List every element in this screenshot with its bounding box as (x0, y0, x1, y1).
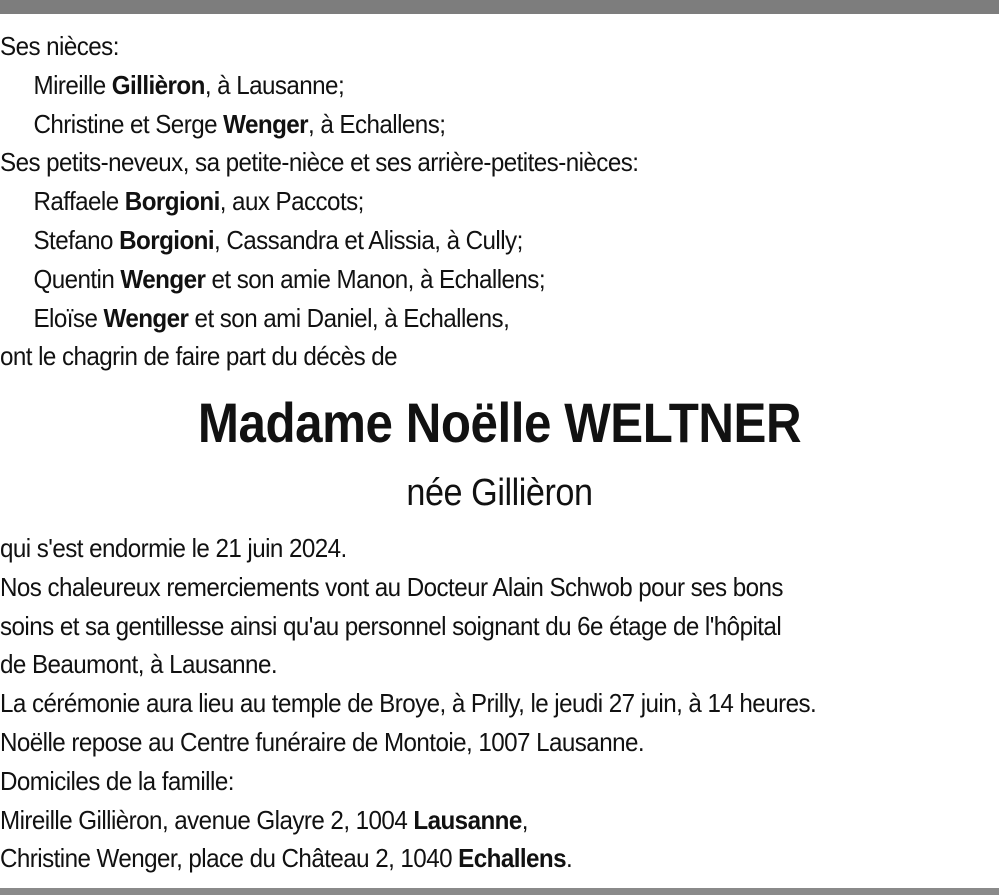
thanks-line: de Beaumont, à Lausanne. (0, 649, 277, 680)
grand-heading: Ses petits-neveux, sa petite-nièce et ses arrière-petites-nièces: (0, 147, 639, 178)
niece-line (0, 66, 929, 105)
address: Christine Wenger, place du Château 2, 1040 (0, 843, 459, 874)
address: Mireille Gillièron, avenue Glayre 2, 1004 (0, 804, 414, 835)
last-name: Borgioni (119, 224, 215, 255)
rests-info: Noëlle repose au Centre funéraire de Montoie, 1007 Lausanne. (0, 726, 645, 757)
location: et son ami Daniel, à Echallens, (188, 302, 510, 333)
top-rule (0, 0, 999, 14)
nieces-heading: Ses nièces: (0, 31, 119, 61)
details-section (0, 529, 999, 878)
location: , aux Paccots; (219, 186, 364, 217)
location: , à Lausanne; (204, 69, 345, 100)
grand-line (0, 182, 929, 221)
first-name: Christine et Serge (33, 108, 224, 139)
punctuation: , (521, 804, 528, 835)
deceased-name: Madame Noëlle WELTNER (197, 391, 802, 454)
last-name: Borgioni (124, 186, 220, 217)
ceremony-info: La cérémonie aura lieu au temple de Broye, à Prilly, le jeudi 27 juin, à 14 heures. (0, 688, 817, 719)
grand-line (0, 260, 929, 299)
city: Echallens (458, 843, 567, 874)
maiden-name: née Gillièron (406, 472, 593, 514)
first-name: Mireille (33, 69, 112, 100)
domicile-line (0, 801, 999, 840)
thanks-line: Nos chaleureux remerciements vont au Docteur Alain Schwob pour ses bons (0, 571, 783, 602)
last-name: Gillièron (111, 69, 205, 100)
grand-line (0, 221, 929, 260)
announcement-text: ont le chagrin de faire part du décès de (0, 341, 398, 372)
first-name: Raffaele (33, 186, 125, 217)
last-name: Wenger (120, 263, 206, 294)
location: et son amie Manon, à Echallens; (205, 263, 546, 294)
city: Lausanne (413, 804, 522, 835)
family-section (0, 27, 929, 376)
death-date: qui s'est endormie le 21 juin 2024. (0, 533, 347, 563)
last-name: Wenger (103, 302, 189, 333)
location: , à Echallens; (308, 108, 446, 139)
first-name: Stefano (33, 224, 120, 255)
punctuation: . (566, 843, 573, 874)
first-name: Eloïse (33, 302, 104, 333)
last-name: Wenger (223, 108, 309, 139)
grand-line (0, 299, 929, 338)
first-name: Quentin (33, 263, 121, 294)
domicile-line (0, 839, 999, 878)
niece-line (0, 105, 929, 144)
location: , Cassandra et Alissia, à Cully; (214, 224, 523, 255)
domiciles-heading: Domiciles de la famille: (0, 765, 234, 796)
bottom-rule (0, 888, 999, 895)
thanks-line: soins et sa gentillesse ainsi qu'au personnel soignant du 6e étage de l'hôpital (0, 610, 782, 641)
